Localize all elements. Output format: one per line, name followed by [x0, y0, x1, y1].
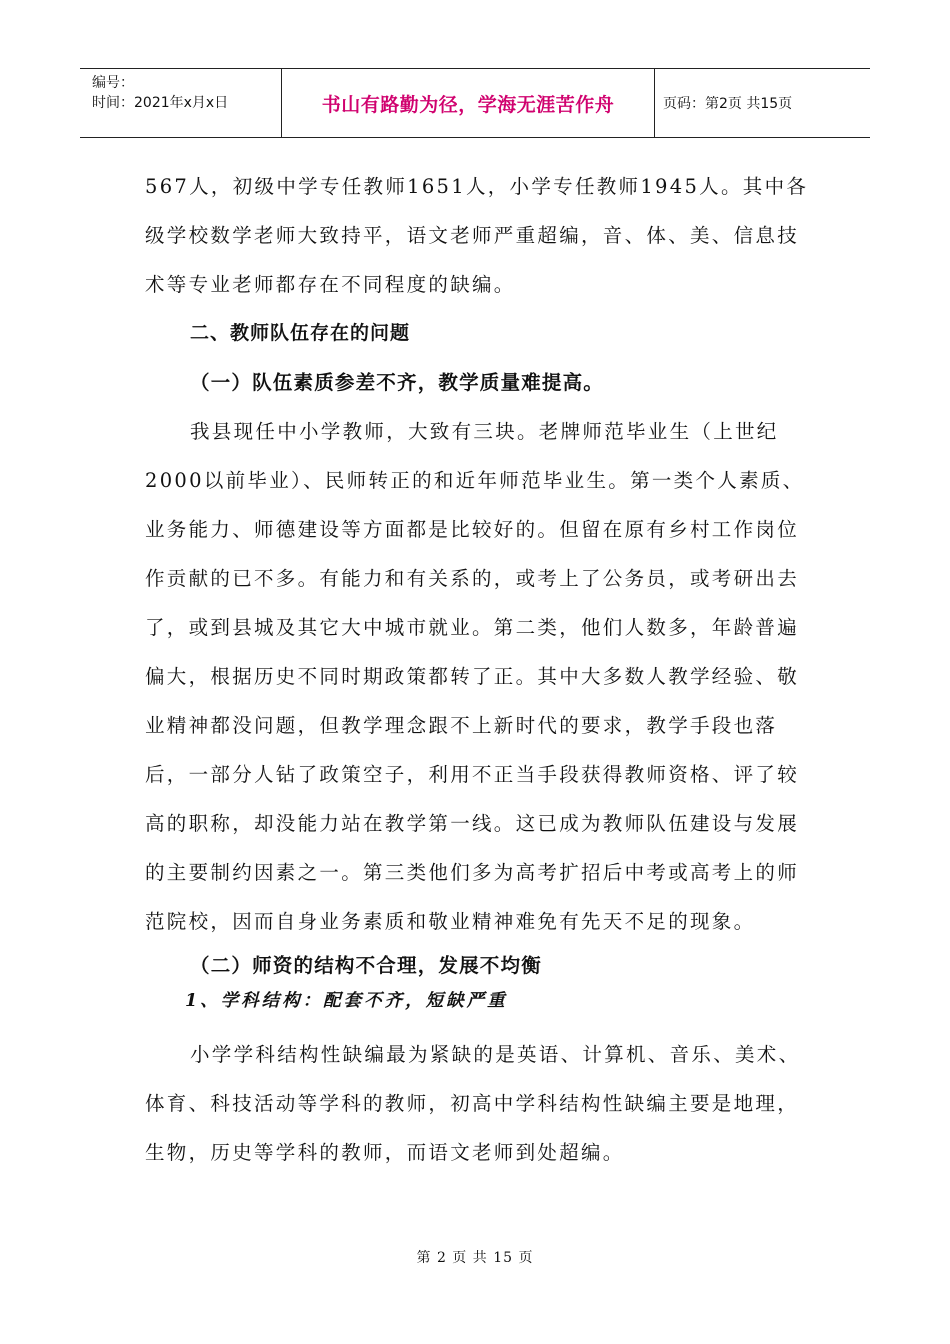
header-page-info: 页码：第2页 共15页: [663, 96, 793, 112]
header-motto: 书山有路勤为径，学海无涯苦作舟: [282, 69, 655, 137]
paragraph: 小学学科结构性缺编最为紧缺的是英语、计算机、音乐、美术、体育、科技活动等学科的教师，初高中学科结构性缺编主要是地理，生物，历史等学科的教师，而语文老师到处超编。: [145, 1043, 801, 1164]
paragraph: 我县现任中小学教师，大致有三块。老牌师范毕业生（上世纪2000以前毕业）、民师转正的和近年师范毕业生。第一类个人素质、业务能力、师德建设等方面都是比较好的。但留在原有乡村工作岗位作贡献的已不多。有能力和有关系的，或考上了公务员，或考研出去了，或到县城及其它大中城市就业。第二类，他们人数多，年龄普遍偏大，根据历史不同时期政策都转了正。其中大多数人教学经验、敬业精神都没问题，但教学理念跟不上新时代的要求，教学手段也落后，一部分人钻了政策空子，利用不正当手段获得教师资格、评了较高的职称，却没能力站在教学第一线。这已成为教师队伍建设与发展的主要制约因素之一。第三类他们多为高考扩招后中考或高考上的师范院校，因而自身业务素质和敬业精神难免有先天不足的现象。: [145, 420, 805, 933]
header-meta: [80, 69, 282, 137]
page-footer: 第 2 页 共 15 页: [416, 1250, 534, 1266]
section-heading: 二、教师队伍存在的问题: [190, 322, 411, 344]
page-header: [80, 68, 870, 138]
item-heading: 1、学科结构：配套不齐，短缺严重: [185, 991, 508, 1011]
document-number: 编号：: [92, 75, 134, 91]
subsection-heading: （一）队伍素质参差不齐，教学质量难提高。: [190, 371, 605, 394]
document-body: [145, 162, 810, 1177]
subsection-heading: （二）师资的结构不合理，发展不均衡: [190, 954, 542, 977]
document-date: 时间：2021年x月x日: [92, 95, 229, 111]
paragraph-intro: 567人，初级中学专任教师1651人，小学专任教师1945人。其中各级学校数学老师大致持平，语文老师严重超编，音、体、美、信息技术等专业老师都存在不同程度的缺编。: [145, 175, 809, 296]
